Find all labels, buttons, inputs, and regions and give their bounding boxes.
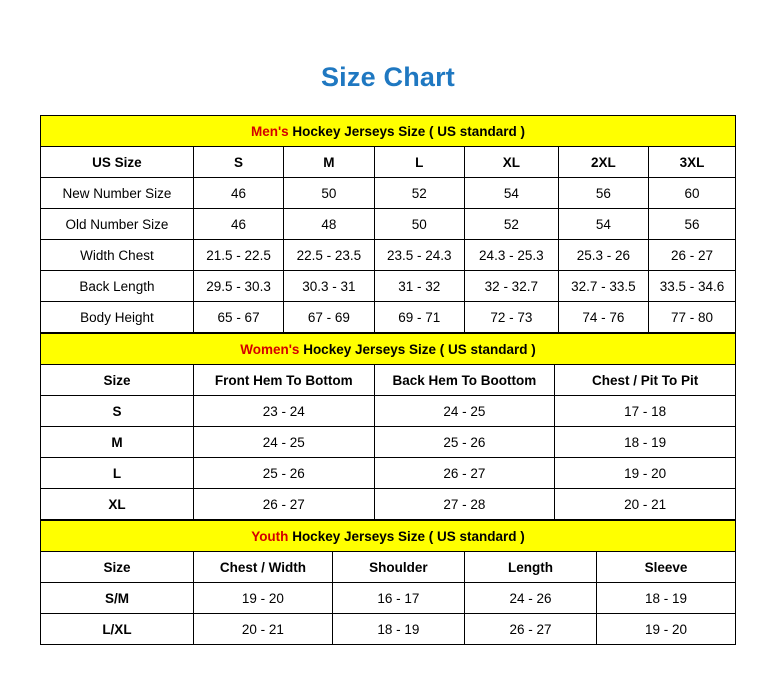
youth-row-1-val-1: 18 - 19 xyxy=(332,614,464,645)
mens-row-0-val-1: 50 xyxy=(284,178,374,209)
womens-row-1-val-0: 24 - 25 xyxy=(193,427,374,458)
youth-row-0-val-2: 24 - 26 xyxy=(464,583,596,614)
youth-row-0-val-1: 16 - 17 xyxy=(332,583,464,614)
mens-row-1-val-2: 50 xyxy=(374,209,464,240)
youth-band-cell xyxy=(41,521,736,552)
mens-col-5: 2XL xyxy=(558,147,648,178)
mens-row-2-val-1: 22.5 - 23.5 xyxy=(284,240,374,271)
womens-col-2: Back Hem To Boottom xyxy=(374,365,555,396)
womens-row-0-val-2: 17 - 18 xyxy=(555,396,736,427)
womens-band-rest: Hockey Jerseys Size ( US standard ) xyxy=(299,341,536,357)
youth-header-row xyxy=(41,552,736,583)
womens-row-2-label: L xyxy=(41,458,194,489)
womens-col-1: Front Hem To Bottom xyxy=(193,365,374,396)
youth-row-0-label: S/M xyxy=(41,583,194,614)
mens-row-1-val-3: 52 xyxy=(464,209,558,240)
mens-band-rest: Hockey Jerseys Size ( US standard ) xyxy=(288,123,526,139)
womens-col-3: Chest / Pit To Pit xyxy=(555,365,736,396)
table-row xyxy=(41,240,736,271)
mens-row-0-label: New Number Size xyxy=(41,178,194,209)
mens-row-3-val-1: 30.3 - 31 xyxy=(284,271,374,302)
table-row xyxy=(41,489,736,520)
womens-size-table xyxy=(40,333,736,520)
mens-col-6: 3XL xyxy=(649,147,736,178)
mens-row-2-label: Width Chest xyxy=(41,240,194,271)
womens-row-3-val-2: 20 - 21 xyxy=(555,489,736,520)
mens-row-2-val-4: 25.3 - 26 xyxy=(558,240,648,271)
table-row xyxy=(41,614,736,645)
youth-band-rest: Hockey Jerseys Size ( US standard ) xyxy=(288,528,525,544)
mens-size-table xyxy=(40,115,736,333)
mens-row-1-val-4: 54 xyxy=(558,209,648,240)
mens-row-3-val-3: 32 - 32.7 xyxy=(464,271,558,302)
mens-row-1-val-1: 48 xyxy=(284,209,374,240)
mens-row-0-val-5: 60 xyxy=(649,178,736,209)
womens-band-cell xyxy=(41,334,736,365)
womens-row-0-val-1: 24 - 25 xyxy=(374,396,555,427)
table-row xyxy=(41,302,736,333)
mens-row-2-val-3: 24.3 - 25.3 xyxy=(464,240,558,271)
youth-row-0-val-0: 19 - 20 xyxy=(193,583,332,614)
mens-row-2-val-5: 26 - 27 xyxy=(649,240,736,271)
table-row xyxy=(41,427,736,458)
mens-row-2-val-0: 21.5 - 22.5 xyxy=(193,240,283,271)
youth-band-accent: Youth xyxy=(251,528,289,544)
mens-col-2: M xyxy=(284,147,374,178)
mens-col-0: US Size xyxy=(41,147,194,178)
size-chart-tables xyxy=(40,115,736,645)
mens-row-0-val-2: 52 xyxy=(374,178,464,209)
womens-row-2-val-0: 25 - 26 xyxy=(193,458,374,489)
womens-header-row xyxy=(41,365,736,396)
mens-row-4-val-4: 74 - 76 xyxy=(558,302,648,333)
youth-col-2: Shoulder xyxy=(332,552,464,583)
mens-col-1: S xyxy=(193,147,283,178)
womens-row-0-val-0: 23 - 24 xyxy=(193,396,374,427)
mens-band-row xyxy=(41,116,736,147)
table-row xyxy=(41,271,736,302)
womens-col-0: Size xyxy=(41,365,194,396)
mens-row-4-val-1: 67 - 69 xyxy=(284,302,374,333)
youth-col-4: Sleeve xyxy=(596,552,735,583)
table-row xyxy=(41,458,736,489)
mens-row-2-val-2: 23.5 - 24.3 xyxy=(374,240,464,271)
youth-col-1: Chest / Width xyxy=(193,552,332,583)
womens-row-2-val-2: 19 - 20 xyxy=(555,458,736,489)
mens-row-4-val-0: 65 - 67 xyxy=(193,302,283,333)
table-row xyxy=(41,178,736,209)
youth-band-row xyxy=(41,521,736,552)
mens-col-3: L xyxy=(374,147,464,178)
mens-row-4-val-5: 77 - 80 xyxy=(649,302,736,333)
womens-band-row xyxy=(41,334,736,365)
table-row xyxy=(41,209,736,240)
mens-row-4-val-3: 72 - 73 xyxy=(464,302,558,333)
womens-band-accent: Women's xyxy=(240,341,300,357)
youth-row-1-val-3: 19 - 20 xyxy=(596,614,735,645)
womens-row-3-val-0: 26 - 27 xyxy=(193,489,374,520)
page-title: Size Chart xyxy=(320,62,456,92)
mens-row-3-val-2: 31 - 32 xyxy=(374,271,464,302)
womens-row-1-val-1: 25 - 26 xyxy=(374,427,555,458)
youth-size-table xyxy=(40,520,736,645)
mens-row-0-val-0: 46 xyxy=(193,178,283,209)
youth-col-0: Size xyxy=(41,552,194,583)
womens-row-3-label: XL xyxy=(41,489,194,520)
mens-header-row xyxy=(41,147,736,178)
youth-row-0-val-3: 18 - 19 xyxy=(596,583,735,614)
mens-row-1-label: Old Number Size xyxy=(41,209,194,240)
mens-row-0-val-3: 54 xyxy=(464,178,558,209)
womens-row-2-val-1: 26 - 27 xyxy=(374,458,555,489)
mens-col-4: XL xyxy=(464,147,558,178)
youth-col-3: Length xyxy=(464,552,596,583)
womens-row-0-label: S xyxy=(41,396,194,427)
mens-row-4-val-2: 69 - 71 xyxy=(374,302,464,333)
mens-row-1-val-5: 56 xyxy=(649,209,736,240)
mens-band-accent: Men's xyxy=(250,123,289,139)
mens-row-4-label: Body Height xyxy=(41,302,194,333)
mens-row-0-val-4: 56 xyxy=(558,178,648,209)
mens-row-3-val-4: 32.7 - 33.5 xyxy=(558,271,648,302)
table-row xyxy=(41,396,736,427)
youth-row-1-val-2: 26 - 27 xyxy=(464,614,596,645)
mens-row-1-val-0: 46 xyxy=(193,209,283,240)
womens-row-1-val-2: 18 - 19 xyxy=(555,427,736,458)
youth-row-1-val-0: 20 - 21 xyxy=(193,614,332,645)
womens-row-3-val-1: 27 - 28 xyxy=(374,489,555,520)
womens-row-1-label: M xyxy=(41,427,194,458)
table-row xyxy=(41,583,736,614)
mens-band-cell xyxy=(41,116,736,147)
youth-row-1-label: L/XL xyxy=(41,614,194,645)
mens-row-3-val-5: 33.5 - 34.6 xyxy=(649,271,736,302)
mens-row-3-val-0: 29.5 - 30.3 xyxy=(193,271,283,302)
mens-row-3-label: Back Length xyxy=(41,271,194,302)
